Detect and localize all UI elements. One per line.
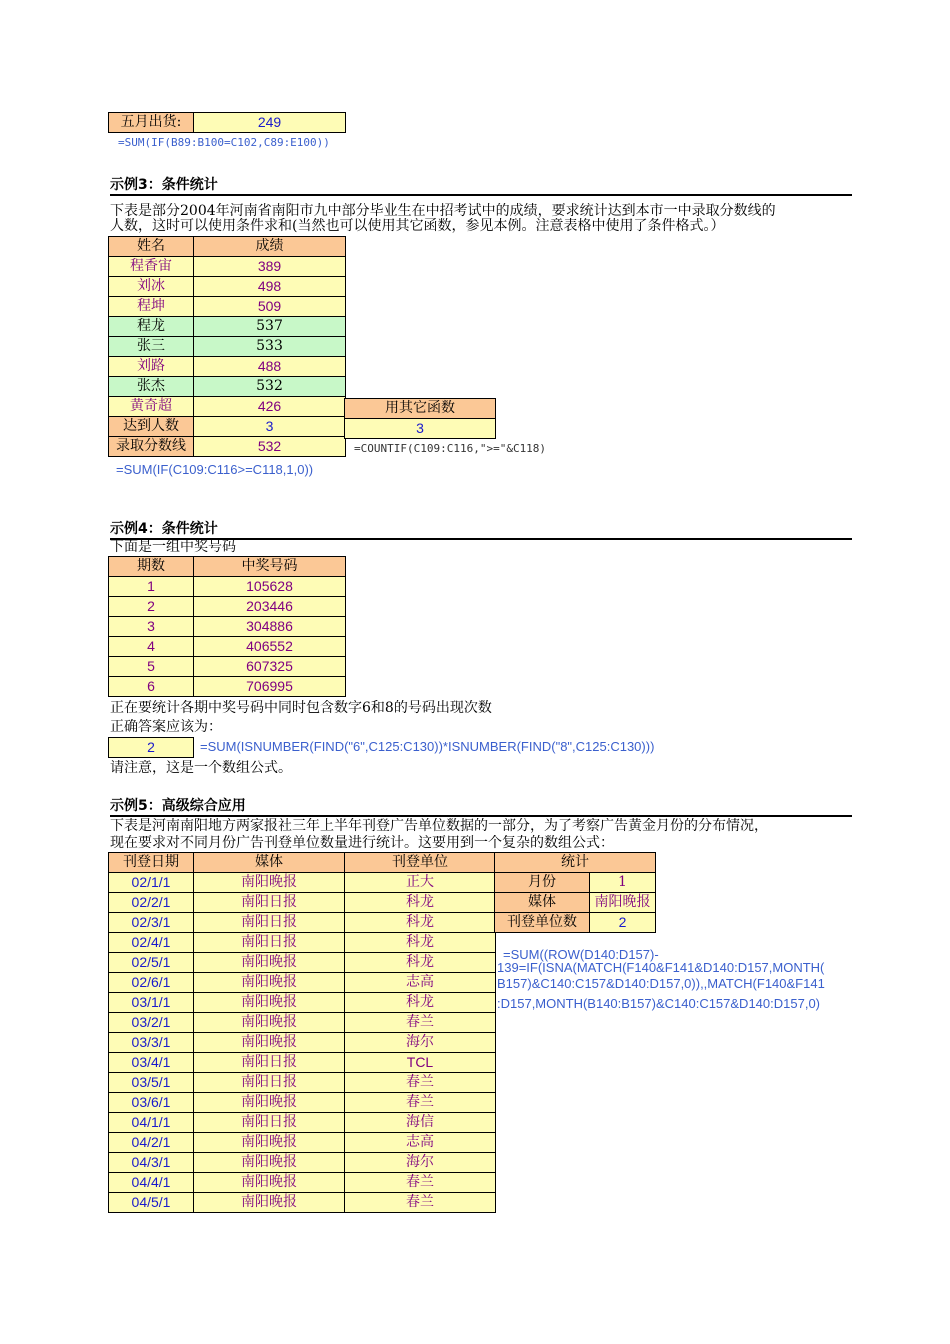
table-row [109,913,496,933]
date-cell[interactable]: 04/2/1 [109,1133,194,1153]
table-row [109,953,496,973]
date-cell[interactable]: 02/2/1 [109,893,194,913]
name-cell[interactable]: 黄奇超 [109,397,194,417]
unit-cell[interactable]: 科龙 [345,913,496,933]
media-cell[interactable]: 南阳日报 [194,933,345,953]
array-formula: =SUM(ISNUMBER(FIND("6",C125:C130))*ISNUMBER(FIND("8",C125:C130))) [200,739,655,754]
stats-table [494,852,656,933]
score-cell[interactable]: 498 [194,277,346,297]
unit-count-label[interactable]: 刊登单位数 [495,913,590,933]
example3-title: 示例3：条件统计 [110,176,852,196]
unit-cell[interactable]: 海尔 [345,1153,496,1173]
col-header-number[interactable]: 中奖号码 [194,557,346,577]
col-header-date[interactable]: 刊登日期 [109,853,194,873]
example5-desc-line2: 现在要求对不同月份广告刊登单位数量进行统计。这要用到一个复杂的数组公式： [110,835,614,851]
date-cell[interactable]: 04/4/1 [109,1173,194,1193]
media-cell[interactable]: 南阳晚报 [194,1033,345,1053]
other-function-label[interactable]: 用其它函数 [345,399,496,419]
example4-note: 请注意，这是一个数组公式。 [110,760,292,776]
date-cell[interactable]: 03/3/1 [109,1033,194,1053]
col-header-period[interactable]: 期数 [109,557,194,577]
example4-answer-label: 正确答案应该为： [110,719,222,735]
may-shipment-label[interactable]: 五月出货: [109,113,194,133]
table-row [109,597,346,617]
table-row [109,893,496,913]
table-row [109,637,346,657]
table-row [109,357,346,377]
may-shipment-table [108,112,346,133]
unit-cell[interactable]: 春兰 [345,1173,496,1193]
date-cell[interactable]: 02/1/1 [109,873,194,893]
media-cell[interactable]: 南阳晚报 [194,1193,345,1213]
formula-line: =SUM((ROW(D140:D157)- [503,948,659,962]
date-cell[interactable]: 04/5/1 [109,1193,194,1213]
unit-cell[interactable]: 科龙 [345,893,496,913]
number-cell[interactable]: 105628 [194,577,346,597]
table-row [109,677,346,697]
unit-cell[interactable]: 春兰 [345,1193,496,1213]
table-row [109,1113,496,1133]
unit-cell[interactable]: 春兰 [345,1013,496,1033]
countif-formula: =COUNTIF(C109:C116,">="&C118) [354,442,547,455]
date-cell[interactable]: 03/2/1 [109,1013,194,1033]
date-cell[interactable]: 02/5/1 [109,953,194,973]
answer-value[interactable]: 2 [109,738,194,758]
reach-count-value[interactable]: 3 [194,417,346,437]
table-row [109,297,346,317]
table-header-row [109,237,346,257]
score-cell[interactable]: 426 [194,397,346,417]
cutoff-row [109,437,346,457]
score-cell[interactable]: 389 [194,257,346,277]
unit-cell[interactable]: 科龙 [345,993,496,1013]
period-cell[interactable]: 2 [109,597,194,617]
answer-table [108,737,194,758]
name-cell[interactable]: 程坤 [109,297,194,317]
table-row [109,1053,496,1073]
period-cell[interactable]: 3 [109,617,194,637]
media-cell[interactable]: 南阳日报 [194,893,345,913]
score-cell[interactable]: 509 [194,297,346,317]
table-row [109,317,346,337]
unit-cell[interactable]: 志高 [345,973,496,993]
unit-cell[interactable]: 科龙 [345,933,496,953]
table-header-row [109,853,496,873]
table-row [109,1153,496,1173]
table-row [109,1193,496,1213]
number-cell[interactable]: 607325 [194,657,346,677]
number-cell[interactable]: 406552 [194,637,346,657]
date-cell[interactable]: 04/1/1 [109,1113,194,1133]
example5-title: 示例5：高级综合应用 [110,797,852,817]
may-shipment-value[interactable]: 249 [194,113,346,133]
number-cell[interactable]: 304886 [194,617,346,637]
example4-title: 示例4：条件统计 [110,520,852,540]
other-function-table [344,398,496,439]
unit-cell[interactable]: 志高 [345,1133,496,1153]
media-cell[interactable]: 南阳晚报 [194,1133,345,1153]
table-row [109,1073,496,1093]
media-cell[interactable]: 南阳日报 [194,1073,345,1093]
date-cell[interactable]: 03/1/1 [109,993,194,1013]
period-cell[interactable]: 1 [109,577,194,597]
media-cell[interactable]: 南阳晚报 [194,1013,345,1033]
unit-cell[interactable]: 正大 [345,873,496,893]
date-cell[interactable]: 03/4/1 [109,1053,194,1073]
lottery-table [108,556,346,697]
media-cell[interactable]: 南阳晚报 [194,1153,345,1173]
col-header-score[interactable]: 成绩 [194,237,346,257]
name-cell[interactable]: 程香宙 [109,257,194,277]
media-cell[interactable]: 南阳日报 [194,1113,345,1133]
formula-line: :D157,MONTH(B140:B157)&C140:C157&D140:D157,0) [497,996,821,1011]
media-cell[interactable]: 南阳晚报 [194,973,345,993]
name-cell[interactable]: 张杰 [109,377,194,397]
date-cell[interactable]: 03/5/1 [109,1073,194,1093]
table-row [109,873,496,893]
number-cell[interactable]: 706995 [194,677,346,697]
unit-cell[interactable]: 海尔 [345,1033,496,1053]
unit-count-value[interactable]: 2 [590,913,656,933]
table-row [109,1173,496,1193]
col-header-name[interactable]: 姓名 [109,237,194,257]
media-cell[interactable]: 南阳晚报 [194,1093,345,1113]
cutoff-label[interactable]: 录取分数线 [109,437,194,457]
unit-cell[interactable]: TCL [345,1053,496,1073]
media-cell[interactable]: 南阳日报 [194,913,345,933]
reach-count-label[interactable]: 达到人数 [109,417,194,437]
table-row [109,973,496,993]
formula-line: B157)&C140:C157&D140:D157,0)),,MATCH(F140&F141 [497,976,825,991]
table-row [109,1013,496,1033]
media-cell[interactable]: 南阳晚报 [194,953,345,973]
table-row [109,1033,496,1053]
media-cell[interactable]: 南阳晚报 [194,993,345,1013]
example5-desc-line1: 下表是河南南阳地方两家报社三年上半年刊登广告单位数据的一部分，为了考察广告黄金月份的分布情况， [110,818,768,834]
table-row [109,337,346,357]
other-function-value[interactable]: 3 [345,419,496,439]
table-row [109,933,496,953]
media-label[interactable]: 媒体 [495,893,590,913]
stats-title[interactable]: 统计 [495,853,656,873]
unit-cell[interactable]: 科龙 [345,953,496,973]
score-cell[interactable]: 532 [194,377,346,397]
table-row [109,577,346,597]
month-value[interactable]: 1 [590,873,656,893]
period-cell[interactable]: 5 [109,657,194,677]
period-cell[interactable]: 4 [109,637,194,657]
ads-table [108,852,496,1213]
name-cell[interactable]: 程龙 [109,317,194,337]
name-cell[interactable]: 刘冰 [109,277,194,297]
unit-cell[interactable]: 春兰 [345,1093,496,1113]
date-cell[interactable]: 02/4/1 [109,933,194,953]
month-label[interactable]: 月份 [495,873,590,893]
may-shipment-formula: =SUM(IF(B89:B100=C102,C89:E100)) [118,136,330,149]
name-cell[interactable]: 张三 [109,337,194,357]
table-row [109,1093,496,1113]
col-header-media[interactable]: 媒体 [194,853,345,873]
score-cell[interactable]: 533 [194,337,346,357]
example4-task: 正在要统计各期中奖号码中同时包含数字6和8的号码出现次数 [110,700,492,716]
media-cell[interactable]: 南阳日报 [194,1053,345,1073]
date-cell[interactable]: 03/6/1 [109,1093,194,1113]
unit-cell[interactable]: 春兰 [345,1073,496,1093]
media-cell[interactable]: 南阳晚报 [194,1173,345,1193]
reach-count-row [109,417,346,437]
example4-intro: 下面是一组中奖号码 [110,539,236,555]
formula-line: 139=IF(ISNA(MATCH(F140&F141&D140:D157,MONTH( [497,960,825,975]
table-row [109,1133,496,1153]
table-header-row [109,557,346,577]
date-cell[interactable]: 04/3/1 [109,1153,194,1173]
period-cell[interactable]: 6 [109,677,194,697]
number-cell[interactable]: 203446 [194,597,346,617]
date-cell[interactable]: 02/3/1 [109,913,194,933]
example3-desc-line2: 人数，这时可以使用条件求和(当然也可以使用其它函数，参见本例。注意表格中使用了条件格式。） [110,218,725,234]
table-row [109,617,346,637]
table-row [109,993,496,1013]
media-value[interactable]: 南阳晚报 [590,893,656,913]
score-cell[interactable]: 488 [194,357,346,377]
table-row [109,257,346,277]
table-row [109,397,346,417]
sum-if-formula: =SUM(IF(C109:C116>=C118,1,0)) [116,462,314,477]
table-row [109,377,346,397]
table-row [109,277,346,297]
complex-formula [497,948,853,1014]
name-cell[interactable]: 刘路 [109,357,194,377]
unit-cell[interactable]: 海信 [345,1113,496,1133]
table-row [109,657,346,677]
media-cell[interactable]: 南阳晚报 [194,873,345,893]
example3-desc-line1: 下表是部分2004年河南省南阳市九中部分毕业生在中招考试中的成绩，要求统计达到本市一中录取分数线的 [110,203,776,219]
col-header-unit[interactable]: 刊登单位 [345,853,496,873]
score-cell[interactable]: 537 [194,317,346,337]
scores-table [108,236,346,457]
cutoff-value[interactable]: 532 [194,437,346,457]
date-cell[interactable]: 02/6/1 [109,973,194,993]
